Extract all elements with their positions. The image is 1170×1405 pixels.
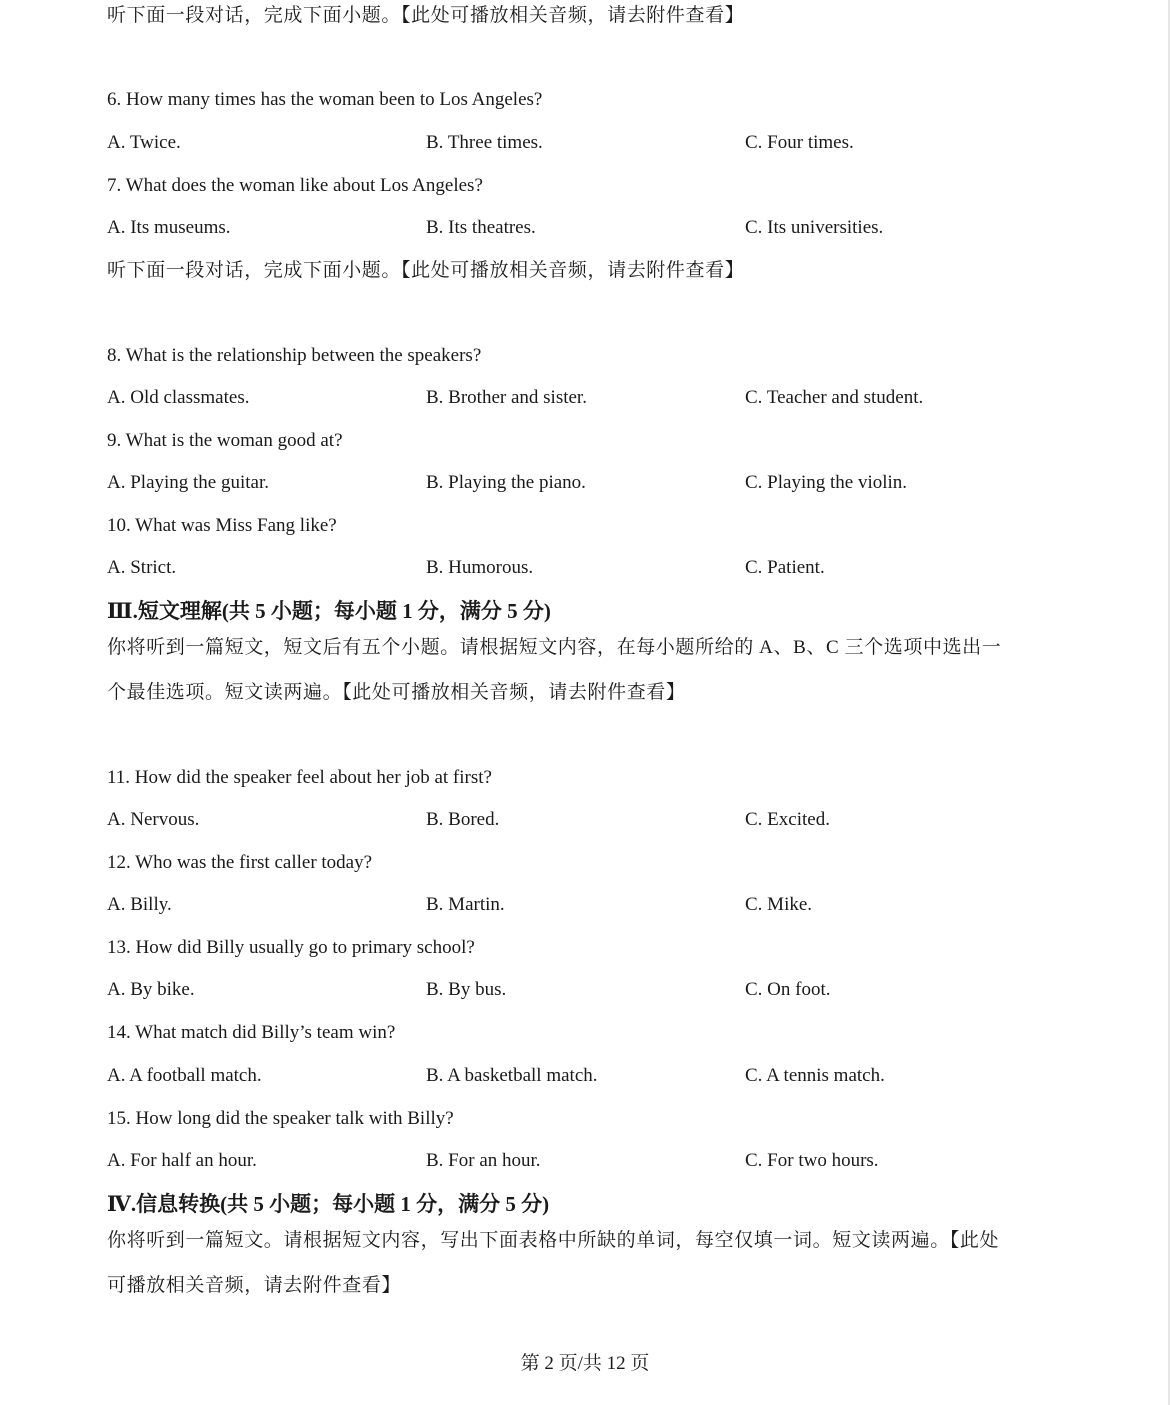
question-text: 15. How long did the speaker talk with Billy? [107,1108,454,1129]
option-c: C. For two hours. [745,1150,879,1171]
option-a: A. Strict. [107,557,177,578]
question-text: 10. What was Miss Fang like? [107,515,337,536]
option-b: B. For an hour. [426,1150,541,1171]
instruction-text: 可播放相关音频，请去附件查看】 [107,1275,402,1296]
option-c: C. Excited. [745,809,830,830]
option-c: C. Teacher and student. [745,387,924,408]
section-heading: Ⅳ.信息转换(共 5 小题；每小题 1 分，满分 5 分) [107,1192,550,1216]
instruction-text: 听下面一段对话，完成下面小题。【此处可播放相关音频，请去附件查看】 [107,260,745,281]
option-c: C. On foot. [745,979,831,1000]
option-b: B. Humorous. [426,557,534,578]
option-c: C. Its universities. [745,217,884,238]
option-c: C. A tennis match. [745,1065,885,1086]
options-row [0,808,1170,832]
options-row [0,1064,1170,1088]
options-row [0,471,1170,495]
options-row [0,978,1170,1002]
option-b: B. Playing the piano. [426,472,586,493]
options-row [0,386,1170,410]
section-heading: Ⅲ.短文理解(共 5 小题；每小题 1 分，满分 5 分) [107,599,551,623]
option-a: A. A football match. [107,1065,262,1086]
option-a: A. Its museums. [107,217,231,238]
option-a: A. Nervous. [107,809,200,830]
question-text: 14. What match did Billy’s team win? [107,1022,396,1043]
option-c: C. Mike. [745,894,813,915]
question-text: 12. Who was the first caller today? [107,852,373,873]
options-row [0,1149,1170,1173]
options-row [0,556,1170,580]
instruction-text: 你将听到一篇短文。请根据短文内容，写出下面表格中所缺的单词，每空仅填一词。短文读两遍。【此处 [107,1230,1000,1251]
option-b: B. Bored. [426,809,500,830]
instruction-text: 你将听到一篇短文，短文后有五个小题。请根据短文内容，在每小题所给的 A、B、C 三个选项中选出一 [107,637,1002,658]
instruction-text: 个最佳选项。短文读两遍。【此处可播放相关音频，请去附件查看】 [107,682,686,703]
question-text: 13. How did Billy usually go to primary school? [107,937,475,958]
question-text: 9. What is the woman good at? [107,430,343,451]
page-footer: 第 2 页/共 12 页 [520,1353,650,1374]
options-row [0,216,1170,240]
instruction-text: 听下面一段对话，完成下面小题。【此处可播放相关音频，请去附件查看】 [107,5,745,26]
question-text: 8. What is the relationship between the speakers? [107,345,482,366]
option-b: B. By bus. [426,979,507,1000]
option-b: B. Brother and sister. [426,387,587,408]
option-a: A. For half an hour. [107,1150,257,1171]
question-text: 6. How many times has the woman been to Los Angeles? [107,89,543,110]
options-row [0,893,1170,917]
question-text: 11. How did the speaker feel about her job at first? [107,767,492,788]
option-a: A. Twice. [107,132,181,153]
option-c: C. Four times. [745,132,854,153]
options-row [0,131,1170,155]
option-a: A. By bike. [107,979,195,1000]
option-b: B. Martin. [426,894,505,915]
option-b: B. Three times. [426,132,543,153]
question-text: 7. What does the woman like about Los Angeles? [107,175,483,196]
option-b: B. A basketball match. [426,1065,598,1086]
option-a: A. Playing the guitar. [107,472,270,493]
option-c: C. Patient. [745,557,825,578]
option-a: A. Billy. [107,894,172,915]
option-a: A. Old classmates. [107,387,250,408]
option-b: B. Its theatres. [426,217,536,238]
option-c: C. Playing the violin. [745,472,908,493]
